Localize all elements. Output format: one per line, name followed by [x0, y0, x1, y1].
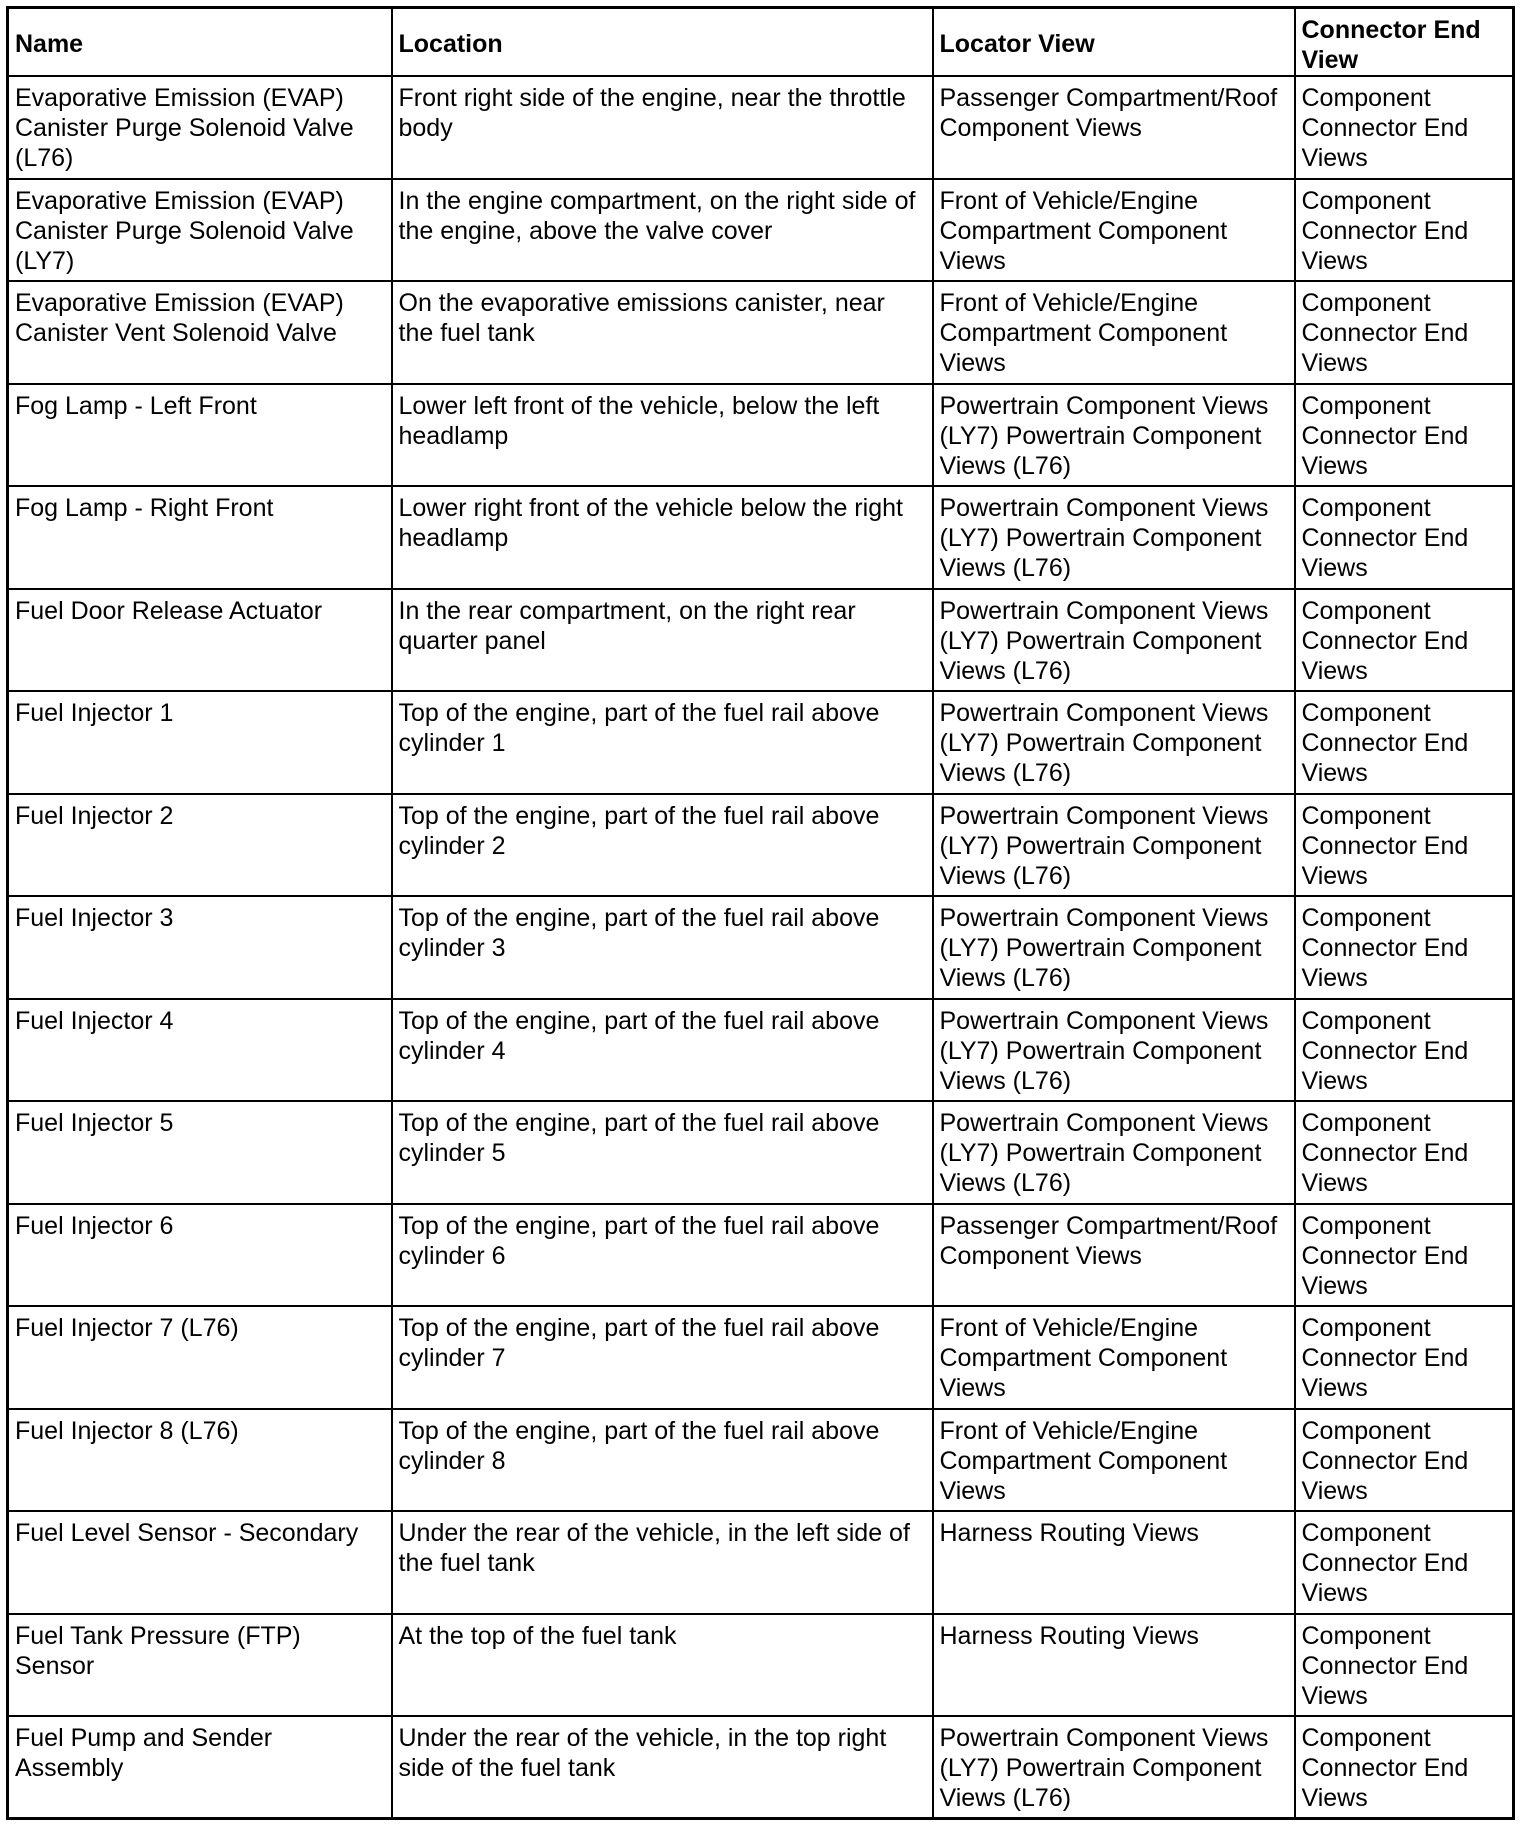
cell-name: Fuel Injector 8 (L76)	[8, 1409, 392, 1512]
cell-connector-end-view: Component Connector End Views	[1295, 1204, 1514, 1307]
cell-location: At the top of the fuel tank	[392, 1614, 933, 1717]
cell-name: Fuel Pump and Sender Assembly	[8, 1716, 392, 1819]
table-row	[8, 1101, 1514, 1204]
cell-locator-view: Powertrain Component Views (LY7) Powertrain Component Views (L76)	[933, 1101, 1295, 1204]
table-row	[8, 896, 1514, 999]
table-row	[8, 999, 1514, 1102]
cell-location: Top of the engine, part of the fuel rail above cylinder 5	[392, 1101, 933, 1204]
cell-connector-end-view: Component Connector End Views	[1295, 384, 1514, 487]
table-row	[8, 486, 1514, 589]
cell-location: Under the rear of the vehicle, in the top right side of the fuel tank	[392, 1716, 933, 1819]
header-location: Location	[392, 8, 933, 77]
cell-locator-view: Front of Vehicle/Engine Compartment Component Views	[933, 1409, 1295, 1512]
cell-locator-view: Powertrain Component Views (LY7) Powertrain Component Views (L76)	[933, 896, 1295, 999]
cell-location: Under the rear of the vehicle, in the left side of the fuel tank	[392, 1511, 933, 1614]
cell-locator-view: Passenger Compartment/Roof Component Views	[933, 76, 1295, 179]
cell-locator-view: Harness Routing Views	[933, 1614, 1295, 1717]
cell-connector-end-view: Component Connector End Views	[1295, 281, 1514, 384]
component-locator-table	[6, 6, 1515, 1820]
cell-locator-view: Powertrain Component Views (LY7) Powertrain Component Views (L76)	[933, 384, 1295, 487]
cell-name: Fuel Injector 1	[8, 691, 392, 794]
cell-name: Fuel Injector 6	[8, 1204, 392, 1307]
cell-connector-end-view: Component Connector End Views	[1295, 1101, 1514, 1204]
cell-location: Top of the engine, part of the fuel rail above cylinder 3	[392, 896, 933, 999]
cell-name: Fuel Door Release Actuator	[8, 589, 392, 692]
table-row	[8, 179, 1514, 282]
cell-locator-view: Front of Vehicle/Engine Compartment Component Views	[933, 179, 1295, 282]
cell-name: Fuel Injector 2	[8, 794, 392, 897]
cell-locator-view: Powertrain Component Views (LY7) Powertrain Component Views (L76)	[933, 1716, 1295, 1819]
cell-locator-view: Powertrain Component Views (LY7) Powertrain Component Views (L76)	[933, 486, 1295, 589]
table-row	[8, 589, 1514, 692]
cell-location: Top of the engine, part of the fuel rail above cylinder 8	[392, 1409, 933, 1512]
table-row	[8, 1306, 1514, 1409]
cell-location: Lower right front of the vehicle below the right headlamp	[392, 486, 933, 589]
cell-connector-end-view: Component Connector End Views	[1295, 1614, 1514, 1717]
cell-name: Fuel Injector 7 (L76)	[8, 1306, 392, 1409]
header-connector-end-view: Connector End View	[1295, 8, 1514, 77]
cell-location: On the evaporative emissions canister, near the fuel tank	[392, 281, 933, 384]
table-body	[8, 76, 1514, 1819]
table-row	[8, 1716, 1514, 1819]
table-row	[8, 76, 1514, 179]
cell-locator-view: Powertrain Component Views (LY7) Powertrain Component Views (L76)	[933, 691, 1295, 794]
table-row	[8, 1204, 1514, 1307]
cell-location: Top of the engine, part of the fuel rail above cylinder 6	[392, 1204, 933, 1307]
cell-connector-end-view: Component Connector End Views	[1295, 179, 1514, 282]
cell-name: Fuel Injector 4	[8, 999, 392, 1102]
cell-connector-end-view: Component Connector End Views	[1295, 589, 1514, 692]
cell-connector-end-view: Component Connector End Views	[1295, 1409, 1514, 1512]
cell-locator-view: Powertrain Component Views (LY7) Powertrain Component Views (L76)	[933, 589, 1295, 692]
cell-locator-view: Front of Vehicle/Engine Compartment Component Views	[933, 1306, 1295, 1409]
table-header	[8, 8, 1514, 77]
table-row	[8, 1614, 1514, 1717]
cell-name: Fog Lamp - Left Front	[8, 384, 392, 487]
table-row	[8, 691, 1514, 794]
cell-name: Fuel Injector 5	[8, 1101, 392, 1204]
table-row	[8, 384, 1514, 487]
table-row	[8, 1511, 1514, 1614]
cell-location: Front right side of the engine, near the throttle body	[392, 76, 933, 179]
cell-location: In the rear compartment, on the right rear quarter panel	[392, 589, 933, 692]
cell-locator-view: Powertrain Component Views (LY7) Powertrain Component Views (L76)	[933, 999, 1295, 1102]
cell-location: Top of the engine, part of the fuel rail above cylinder 2	[392, 794, 933, 897]
cell-locator-view: Harness Routing Views	[933, 1511, 1295, 1614]
cell-location: Top of the engine, part of the fuel rail above cylinder 4	[392, 999, 933, 1102]
table-row	[8, 1409, 1514, 1512]
cell-connector-end-view: Component Connector End Views	[1295, 486, 1514, 589]
cell-locator-view: Passenger Compartment/Roof Component Views	[933, 1204, 1295, 1307]
cell-locator-view: Front of Vehicle/Engine Compartment Component Views	[933, 281, 1295, 384]
cell-connector-end-view: Component Connector End Views	[1295, 691, 1514, 794]
cell-location: Top of the engine, part of the fuel rail above cylinder 1	[392, 691, 933, 794]
header-name: Name	[8, 8, 392, 77]
cell-name: Fuel Level Sensor - Secondary	[8, 1511, 392, 1614]
cell-connector-end-view: Component Connector End Views	[1295, 999, 1514, 1102]
cell-connector-end-view: Component Connector End Views	[1295, 76, 1514, 179]
table-row	[8, 281, 1514, 384]
cell-connector-end-view: Component Connector End Views	[1295, 1306, 1514, 1409]
cell-name: Evaporative Emission (EVAP) Canister Purge Solenoid Valve (LY7)	[8, 179, 392, 282]
cell-connector-end-view: Component Connector End Views	[1295, 794, 1514, 897]
cell-name: Fuel Tank Pressure (FTP) Sensor	[8, 1614, 392, 1717]
cell-connector-end-view: Component Connector End Views	[1295, 1511, 1514, 1614]
table-row	[8, 794, 1514, 897]
cell-connector-end-view: Component Connector End Views	[1295, 896, 1514, 999]
cell-locator-view: Powertrain Component Views (LY7) Powertrain Component Views (L76)	[933, 794, 1295, 897]
cell-name: Fog Lamp - Right Front	[8, 486, 392, 589]
cell-location: Top of the engine, part of the fuel rail above cylinder 7	[392, 1306, 933, 1409]
cell-name: Fuel Injector 3	[8, 896, 392, 999]
header-locator-view: Locator View	[933, 8, 1295, 77]
header-row	[8, 8, 1514, 77]
cell-location: Lower left front of the vehicle, below the left headlamp	[392, 384, 933, 487]
cell-name: Evaporative Emission (EVAP) Canister Purge Solenoid Valve (L76)	[8, 76, 392, 179]
cell-connector-end-view: Component Connector End Views	[1295, 1716, 1514, 1819]
cell-name: Evaporative Emission (EVAP) Canister Vent Solenoid Valve	[8, 281, 392, 384]
cell-location: In the engine compartment, on the right side of the engine, above the valve cover	[392, 179, 933, 282]
